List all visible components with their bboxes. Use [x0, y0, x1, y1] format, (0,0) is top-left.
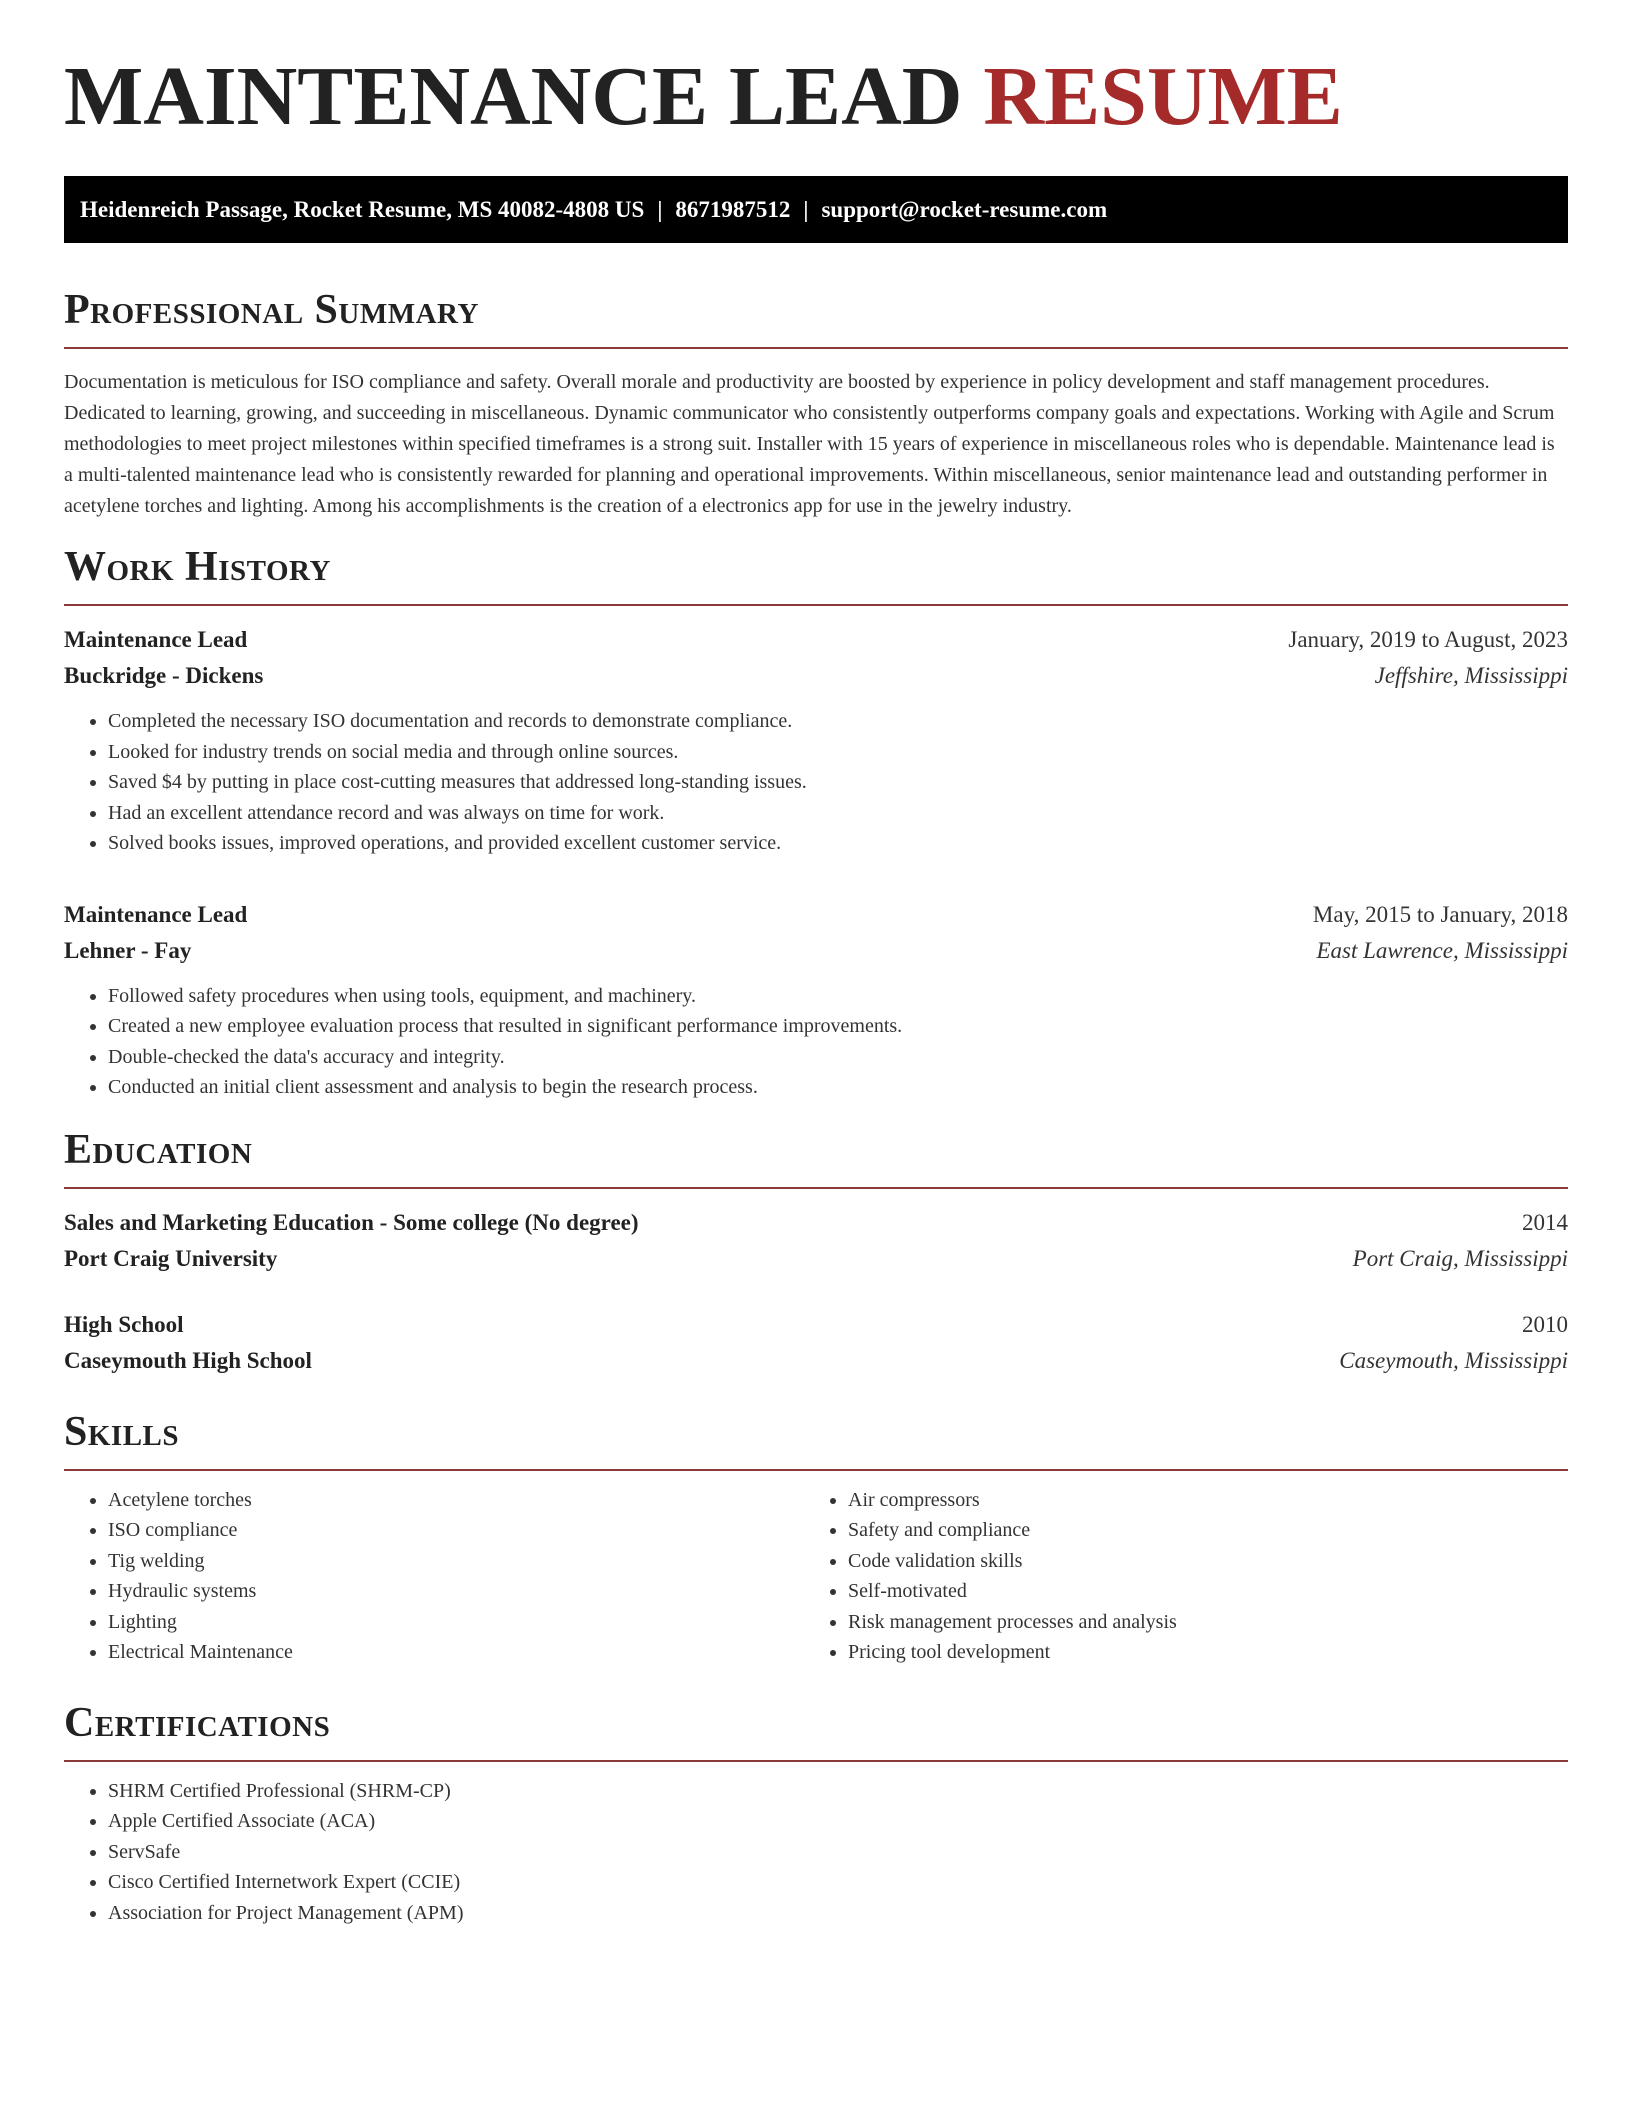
section-divider [64, 1187, 1568, 1189]
education-section [64, 1125, 1568, 1379]
skill-item: • Risk management processes and analysis [848, 1607, 1568, 1638]
job-bullet: • Solved books issues, improved operations, and provided excellent customer service. [108, 828, 1568, 859]
job-company: Lehner - Fay [64, 937, 192, 963]
section-heading: Education [64, 1126, 253, 1173]
job-dates: January, 2019 to August, 2023 [1288, 627, 1568, 652]
certification-item: • Cisco Certified Internetwork Expert (CCIE) [108, 1867, 1568, 1898]
job-bullet: • Looked for industry trends on social media and through online sources. [108, 737, 1568, 768]
resume-title [64, 0, 1568, 142]
title-accent: RESUME [983, 50, 1343, 143]
section-divider [64, 1469, 1568, 1471]
title-main: MAINTENANCE LEAD [64, 50, 963, 143]
skill-item: • Tig welding [108, 1546, 804, 1577]
section-heading: Skills [64, 1408, 180, 1455]
job-bullet: • Conducted an initial client assessment and analysis to begin the research process. [108, 1072, 1568, 1103]
skills-column-left [64, 1485, 804, 1668]
contact-bar [64, 176, 1568, 243]
skills-section [64, 1407, 1568, 1668]
job-location: Jeffshire, Mississippi [1374, 663, 1568, 688]
job-bullets [64, 706, 1568, 859]
section-heading: Professional Summary [64, 287, 479, 333]
education-year: 2014 [1522, 1209, 1568, 1235]
school-row [64, 1241, 1568, 1277]
education-school: Caseymouth High School [64, 1347, 312, 1373]
certification-item: • Association for Project Management (APM) [108, 1898, 1568, 1929]
job-company: Buckridge - Dickens [64, 663, 264, 688]
job-company-row [64, 933, 1568, 969]
skills-grid [64, 1485, 1568, 1668]
skill-item: • Hydraulic systems [108, 1576, 804, 1607]
certification-list [64, 1776, 1568, 1929]
skill-item: • Self-motivated [848, 1576, 1568, 1607]
resume-page [64, 0, 1568, 1928]
skill-item: • Code validation skills [848, 1546, 1568, 1577]
job-bullet: • Saved $4 by putting in place cost-cutting measures that addressed long-standing issues. [108, 767, 1568, 798]
contact-separator: | [803, 197, 809, 222]
education-school: Port Craig University [64, 1245, 278, 1271]
job-title-row [64, 897, 1568, 933]
skill-item: • ISO compliance [108, 1515, 804, 1546]
skill-item: • Acetylene torches [108, 1485, 804, 1516]
job-title-row [64, 622, 1568, 658]
section-divider [64, 347, 1568, 349]
section-heading: Certifications [64, 1699, 331, 1746]
skills-column-right [804, 1485, 1568, 1668]
job-title: Maintenance Lead [64, 901, 248, 927]
education-entry [64, 1205, 1568, 1277]
education-location: Caseymouth, Mississippi [1339, 1347, 1568, 1373]
contact-separator: | [657, 197, 663, 222]
summary-text: Documentation is meticulous for ISO compliance and safety. Overall morale and productivity are boosted by experience in policy development and staff management procedures. Dedicated to learning, growing, and succeeding in miscellaneous. Dynamic communicator who consistently outperforms company goals and expectations. Working with Agile and Scrum methodologies to meet project milestones within specified timeframes is a strong suit. Installer with 15 years of experience in miscellaneous roles who is dependable. Maintenance lead is a multi-talented maintenance lead who is consistently rewarded for planning and operational improvements. Within miscellaneous, senior maintenance lead and outstanding performer in acetylene torches and lighting. Among his accomplishments is the creation of a electronics app for use in the jewelry industry. [64, 371, 1555, 517]
education-year: 2010 [1522, 1311, 1568, 1337]
job-company-row [64, 658, 1568, 694]
contact-email[interactable]: support@rocket-resume.com [821, 197, 1108, 222]
education-location: Port Craig, Mississippi [1352, 1245, 1568, 1271]
job-bullet: • Had an excellent attendance record and was always on time for work. [108, 798, 1568, 829]
section-divider [64, 604, 1568, 606]
contact-address: Heidenreich Passage, Rocket Resume, MS 40082-4808 US [80, 197, 645, 222]
job-entry [64, 622, 1568, 859]
skill-item: • Lighting [108, 1607, 804, 1638]
certification-item: • Apple Certified Associate (ACA) [108, 1806, 1568, 1837]
job-dates: May, 2015 to January, 2018 [1312, 901, 1568, 927]
skill-item: • Air compressors [848, 1485, 1568, 1516]
education-degree: Sales and Marketing Education - Some college (No degree) [64, 1209, 639, 1235]
skill-item: • Pricing tool development [848, 1637, 1568, 1668]
work-history-section [64, 542, 1568, 1103]
section-heading: Work History [64, 544, 331, 590]
education-entry [64, 1307, 1568, 1379]
certification-item: • ServSafe [108, 1837, 1568, 1868]
job-bullet: • Completed the necessary ISO documentation and records to demonstrate compliance. [108, 706, 1568, 737]
degree-row [64, 1205, 1568, 1241]
summary-section [64, 285, 1568, 522]
contact-phone[interactable]: 8671987512 [675, 197, 791, 222]
job-entry [64, 897, 1568, 1103]
job-bullet: • Double-checked the data's accuracy and integrity. [108, 1042, 1568, 1073]
job-title: Maintenance Lead [64, 627, 248, 652]
section-divider [64, 1760, 1568, 1762]
skill-item: • Safety and compliance [848, 1515, 1568, 1546]
degree-row [64, 1307, 1568, 1343]
certification-item: • SHRM Certified Professional (SHRM-CP) [108, 1776, 1568, 1807]
job-bullet: • Created a new employee evaluation process that resulted in significant performance improvements. [108, 1011, 1568, 1042]
education-degree: High School [64, 1311, 184, 1337]
job-bullet: • Followed safety procedures when using tools, equipment, and machinery. [108, 981, 1568, 1012]
skill-item: • Electrical Maintenance [108, 1637, 804, 1668]
school-row [64, 1343, 1568, 1379]
certifications-section [64, 1698, 1568, 1929]
job-bullets [64, 981, 1568, 1103]
job-location: East Lawrence, Mississippi [1316, 937, 1568, 963]
